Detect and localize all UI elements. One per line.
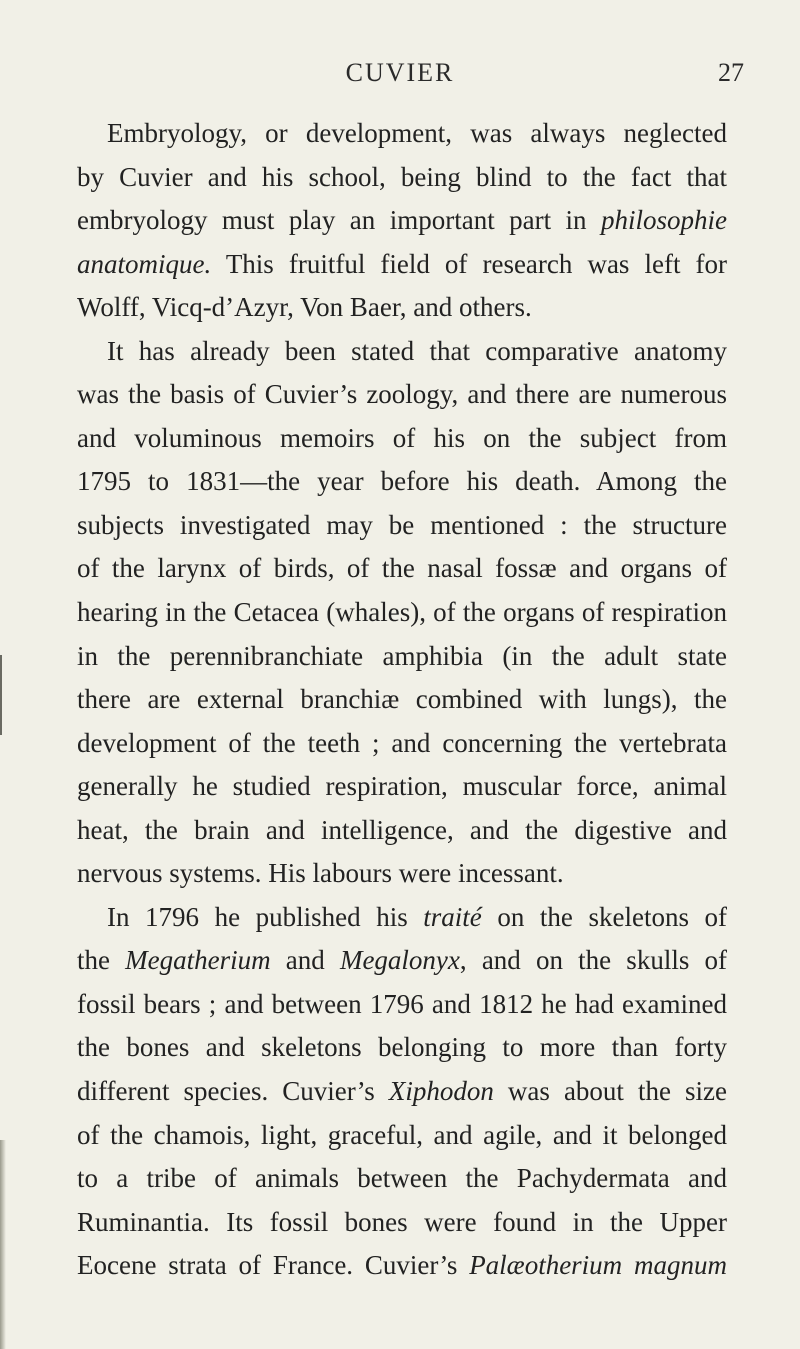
text-line: embryology must play an important part in philosophie	[77, 205, 727, 236]
text-line: in the perennibranchiate amphibia (in the adult state	[77, 640, 727, 671]
text-line: the bones and skeletons belonging to more than forty	[77, 1032, 727, 1063]
text-line: of the larynx of birds, of the nasal fossæ and organs of	[77, 553, 727, 584]
text-line: hearing in the Cetacea (whales), of the organs of respiration	[77, 597, 727, 628]
text-line: of the chamois, light, graceful, and agile, and it belonged	[77, 1119, 727, 1150]
text-line: was the basis of Cuvier’s zoology, and there are numerous	[77, 379, 727, 410]
text-line: generally he studied respiration, muscular force, animal	[77, 771, 727, 802]
text-line: different species. Cuvier’s Xiphodon was about the size	[77, 1076, 728, 1107]
text-line: to a tribe of animals between the Pachydermata and	[77, 1163, 727, 1194]
page-header	[80, 58, 744, 98]
text-line: fossil bears ; and between 1796 and 1812 he had examined	[77, 988, 727, 1019]
text-line: subjects investigated may be mentioned : the structure	[77, 509, 727, 540]
text-line: It has already been stated that comparative anatomy	[107, 335, 727, 366]
text-line: anatomique. This fruitful field of research was left for	[77, 248, 727, 279]
margin-pencil-mark	[0, 655, 2, 735]
text-line: development of the teeth ; and concerning the vertebrata	[77, 727, 727, 758]
page-number: 27	[718, 58, 744, 87]
text-line: In 1796 he published his traité on the skeletons of	[107, 901, 728, 932]
text-line: Eocene strata of France. Cuvier’s Palæotherium magnum	[77, 1250, 727, 1281]
body-text	[77, 112, 727, 1288]
text-line: Embryology, or development, was always neglected	[107, 118, 727, 148]
text-line: 1795 to 1831—the year before his death. Among the	[77, 466, 727, 497]
text-line: there are external branchiæ combined with lungs), the	[77, 684, 727, 715]
text-line: the Megatherium and Megalonyx, and on the skulls of	[77, 945, 727, 976]
page-edge-shadow	[0, 1140, 6, 1349]
text-line: nervous systems. His labours were incessant.	[77, 858, 564, 889]
text-line: Ruminantia. Its fossil bones were found in the Upper	[77, 1206, 727, 1237]
text-line: by Cuvier and his school, being blind to the fact that	[77, 161, 727, 192]
text-line: heat, the brain and intelligence, and the digestive and	[77, 814, 727, 845]
text-line: and voluminous memoirs of his on the subject from	[77, 422, 727, 453]
running-title: CUVIER	[345, 58, 455, 87]
text-line: Wolff, Vicq-d’Azyr, Von Baer, and others.	[77, 292, 532, 323]
